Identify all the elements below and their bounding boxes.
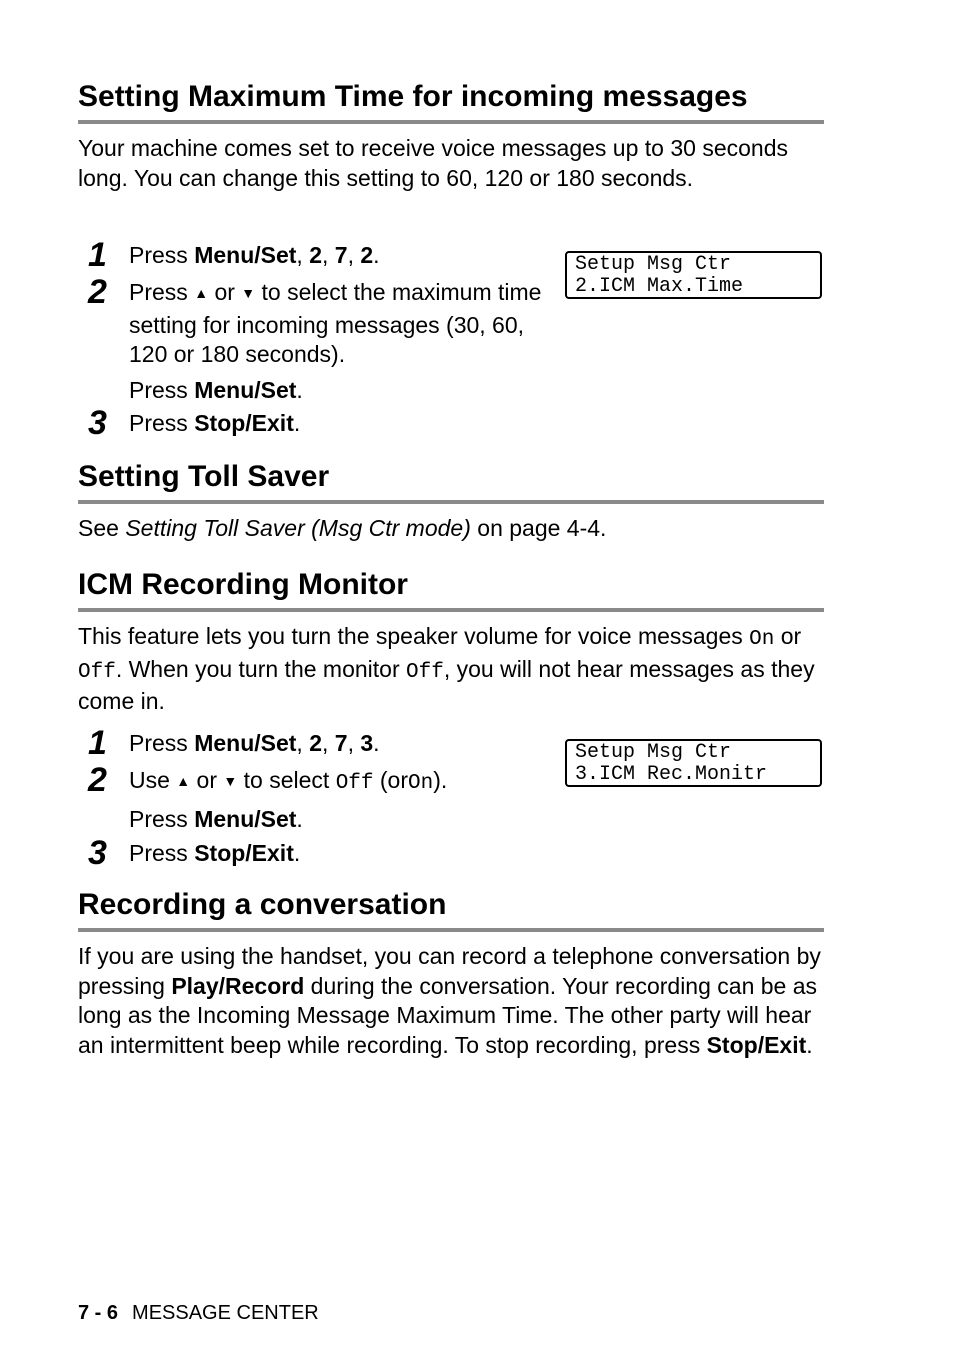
page-footer: [78, 1301, 319, 1325]
down-arrow-icon: ▼: [241, 285, 256, 301]
step-number: 3: [88, 834, 107, 872]
recording-description: If you are using the handset, you can record a telephone conversation by pressing Play/Record during the conversation. Your recording can be as long as the Incoming Message Maximum Time. The other party will hear an intermittent beep while recording. To stop recording, press Stop/Exit.: [78, 943, 821, 1059]
steps-icm-monitor: 1 Press Menu/Set, 2, 7, 3. 2 Use ▲ or ▼ to select Off (orOn). Press Menu/Set. 3 Press Stop/Exit.: [88, 724, 448, 872]
up-arrow-icon: ▲: [194, 285, 209, 301]
section-icm-monitor: [78, 568, 824, 717]
lcd-display-max-time: Setup Msg Ctr 2.ICM Max.Time: [565, 251, 822, 299]
step-number: 1: [88, 236, 107, 274]
down-arrow-icon: ▼: [223, 773, 238, 789]
step-number: 2: [88, 273, 107, 311]
steps-max-time: 1 Press Menu/Set, 2, 7, 2. 2 Press ▲ or ▼ to select the maximum time setting for incoming messages (30, 60, 120 or 180 seconds). Press Menu/Set. 3 Press Stop/Exit.: [88, 236, 542, 442]
step-number: 3: [88, 404, 107, 442]
lcd-display-icm-monitor: Setup Msg Ctr 3.ICM Rec.Monitr: [565, 739, 822, 787]
step-number: 2: [88, 761, 107, 799]
heading-max-time: Setting Maximum Time for incoming messages: [78, 80, 824, 124]
intro-icm-monitor: This feature lets you turn the speaker volume for voice messages On or Off. When you turn the monitor Off, you will not hear messages as they come in.: [78, 623, 815, 715]
intro-max-time: Your machine comes set to receive voice messages up to 30 seconds long. You can change this setting to 60, 120 or 180 seconds.: [78, 135, 788, 191]
step-number: 1: [88, 724, 107, 762]
page-number: 7 - 6: [78, 1302, 119, 1324]
chapter-name: MESSAGE CENTER: [132, 1302, 319, 1324]
toll-saver-reference: See Setting Toll Saver (Msg Ctr mode) on page 4-4.: [78, 515, 607, 541]
heading-icm-monitor: ICM Recording Monitor: [78, 568, 824, 612]
up-arrow-icon: ▲: [176, 773, 191, 789]
section-max-time: [78, 80, 824, 193]
section-toll-saver: [78, 460, 824, 544]
section-recording: [78, 888, 824, 1061]
cross-reference-link: Setting Toll Saver (Msg Ctr mode): [125, 515, 471, 541]
heading-recording: Recording a conversation: [78, 888, 824, 932]
heading-toll-saver: Setting Toll Saver: [78, 460, 824, 504]
